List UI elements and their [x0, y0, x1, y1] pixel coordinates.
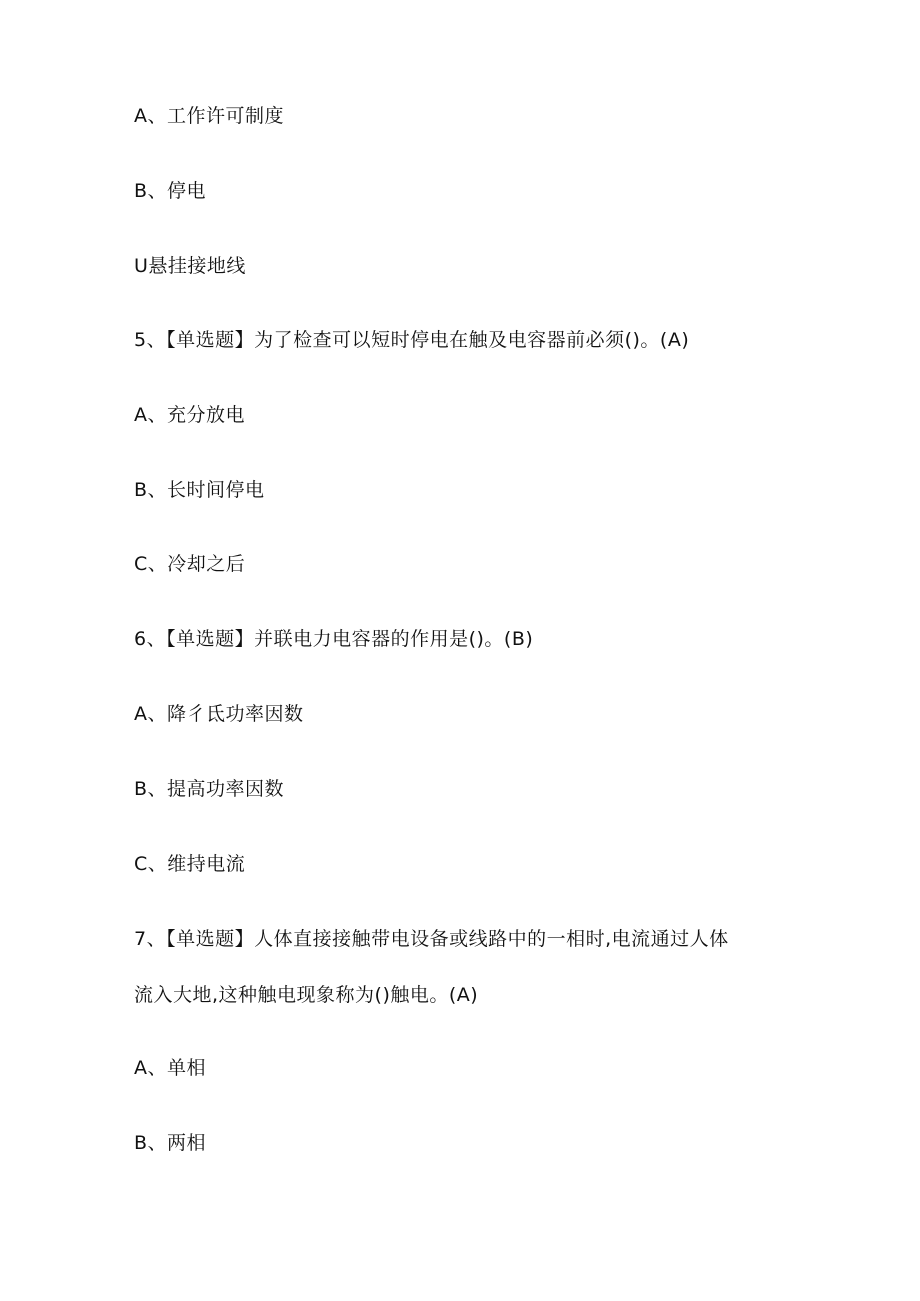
option-a-q6: A、降彳氐功率因数 [134, 703, 304, 725]
option-a-q4: A、工作许可制度 [134, 105, 284, 127]
option-b-q7: B、两相 [134, 1132, 207, 1154]
option-c-q5: C、冷却之后 [134, 553, 246, 575]
option-b-q4: B、停电 [134, 180, 207, 202]
option-a-q7: A、单相 [134, 1057, 206, 1079]
option-c-q4: U悬挂接地线 [134, 255, 246, 277]
option-b-q6: B、提高功率因数 [134, 778, 285, 800]
option-a-q5: A、充分放电 [134, 404, 245, 426]
option-b-q5: B、长时间停电 [134, 479, 265, 501]
question-5: 5、【单选题】为了检查可以短时停电在触及电容器前必须()。(A) [134, 329, 690, 351]
question-7-line-2: 流入大地,这种触电现象称为()触电。(A) [134, 984, 479, 1006]
question-6: 6、【单选题】并联电力电容器的作用是()。(B) [134, 628, 534, 650]
question-7-line-1: 7、【单选题】人体直接接触带电设备或线路中的一相时,电流通过人体 [134, 928, 729, 950]
option-c-q6: C、维持电流 [134, 853, 246, 875]
